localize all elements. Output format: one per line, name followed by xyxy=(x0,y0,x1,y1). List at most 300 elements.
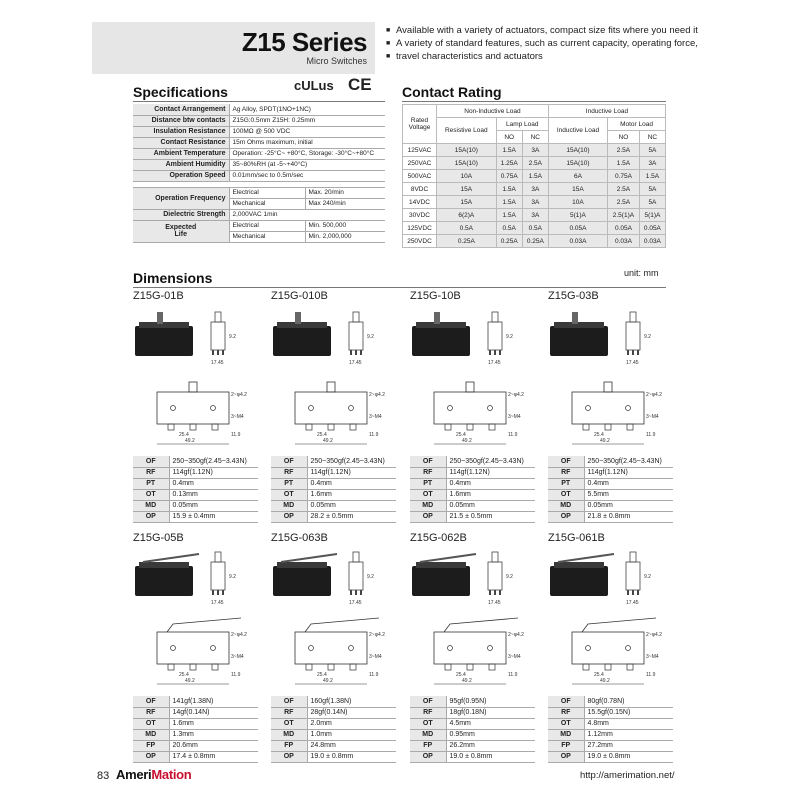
mount-hole xyxy=(488,646,493,651)
dim-label-25: 25.4 xyxy=(594,432,604,438)
param-key: RF xyxy=(548,707,584,718)
spec-sub-label: Electrical xyxy=(229,220,305,231)
param-row xyxy=(271,740,396,751)
param-row xyxy=(133,511,258,522)
param-row xyxy=(548,456,673,467)
contact-rating-rule xyxy=(402,101,666,102)
param-value: 0.4mm xyxy=(307,478,396,489)
param-value: 141gf(1.38N) xyxy=(169,696,258,707)
dim-label-m4: 3~M4 xyxy=(646,414,659,420)
rating-value: 0.05A xyxy=(608,222,640,235)
rating-row xyxy=(403,196,666,209)
side-view xyxy=(626,322,640,350)
dim-label-25: 25.4 xyxy=(456,432,466,438)
lever-arm xyxy=(558,554,614,562)
param-row xyxy=(548,489,673,500)
dim-label-9: 9.2 xyxy=(367,334,374,340)
front-terminal xyxy=(583,664,589,670)
dim-label-25: 25.4 xyxy=(179,672,189,678)
specifications-rule xyxy=(133,101,385,102)
terminal xyxy=(222,590,224,595)
param-row xyxy=(548,467,673,478)
operating-characteristics-table xyxy=(410,456,535,523)
switch-drawing xyxy=(133,304,261,452)
dim-label-17: 17.45 xyxy=(626,600,639,606)
dim-label-17: 17.45 xyxy=(211,600,224,606)
rating-value: 2.5A xyxy=(608,144,640,157)
spec-sub-label: Electrical xyxy=(229,187,305,198)
dim-label-hole: 2~φ4.2 xyxy=(369,392,385,398)
model-name: Z15G-03B xyxy=(548,290,599,302)
param-key: OT xyxy=(410,489,446,500)
mount-hole xyxy=(211,646,216,651)
param-row xyxy=(271,500,396,511)
front-terminal xyxy=(467,424,473,430)
model-name: Z15G-10B xyxy=(410,290,461,302)
dimensions-rule xyxy=(133,287,666,288)
spec-sub-label: Mechanical xyxy=(229,198,305,209)
rating-value: 15A xyxy=(437,196,497,209)
dim-label-17: 17.45 xyxy=(211,360,224,366)
terminal xyxy=(632,590,634,595)
param-key: RF xyxy=(271,707,307,718)
param-key: MD xyxy=(548,500,584,511)
front-view xyxy=(434,632,506,664)
spec-value: Max 240/min xyxy=(305,198,385,209)
dim-label-17: 17.45 xyxy=(488,600,501,606)
th-lamp-nc: NC xyxy=(522,131,548,144)
param-value: 0.4mm xyxy=(446,478,535,489)
dim-label-11: 11.9 xyxy=(646,432,656,438)
dim-label-49: 49.2 xyxy=(600,438,610,444)
bullet-2: ■ A variety of standard features, such as current capacity, operating force, xyxy=(386,37,706,50)
spec-row xyxy=(133,159,385,170)
param-value: 250~350gf(2.45~3.43N) xyxy=(446,456,535,467)
param-row xyxy=(548,718,673,729)
mount-hole xyxy=(211,406,216,411)
param-key: OP xyxy=(410,511,446,522)
terminal xyxy=(355,350,357,355)
spec-row xyxy=(133,126,385,137)
terminal xyxy=(489,350,491,355)
spec-row xyxy=(133,115,385,126)
dim-label-49: 49.2 xyxy=(323,438,333,444)
param-row xyxy=(548,707,673,718)
spec-label xyxy=(133,220,229,242)
front-terminal xyxy=(168,424,174,430)
rating-value: 15A(10) xyxy=(548,144,607,157)
side-view xyxy=(488,562,502,590)
th-inductive: Inductive Load xyxy=(548,105,665,118)
spec-row xyxy=(133,148,385,159)
rating-value: 1.25A xyxy=(496,157,522,170)
param-row xyxy=(548,751,673,762)
param-key: OP xyxy=(133,511,169,522)
dim-label-m4: 3~M4 xyxy=(231,654,244,660)
th-motor: Motor Load xyxy=(608,118,666,131)
front-view xyxy=(572,632,644,664)
front-view xyxy=(295,632,367,664)
param-key: OT xyxy=(410,718,446,729)
dim-label-49: 49.2 xyxy=(462,438,472,444)
side-view xyxy=(349,322,363,350)
rating-value: 0.5A xyxy=(437,222,497,235)
param-value: 1.3mm xyxy=(169,729,258,740)
param-value: 20.6mm xyxy=(169,740,258,751)
dim-label-25: 25.4 xyxy=(317,672,327,678)
operating-characteristics-table xyxy=(271,696,396,763)
rating-value: 0.5A xyxy=(496,222,522,235)
param-value: 250~350gf(2.45~3.43N) xyxy=(584,456,673,467)
rating-value: 2.5A xyxy=(608,183,640,196)
front-lever xyxy=(305,618,379,632)
terminal xyxy=(212,590,214,595)
contact-rating-heading: Contact Rating xyxy=(402,84,502,100)
param-key: RF xyxy=(410,467,446,478)
param-row xyxy=(410,500,535,511)
front-view xyxy=(157,392,229,424)
rating-voltage: 125VDC xyxy=(403,222,437,235)
switch-top xyxy=(416,562,466,568)
rating-row xyxy=(403,144,666,157)
front-plunger xyxy=(189,382,197,392)
mount-hole xyxy=(448,646,453,651)
param-value: 1.12mm xyxy=(584,729,673,740)
param-row xyxy=(133,740,258,751)
dim-label-11: 11.9 xyxy=(646,672,656,678)
param-key: OT xyxy=(548,489,584,500)
th-motor-nc: NC xyxy=(639,131,665,144)
param-value: 14gf(0.14N) xyxy=(169,707,258,718)
dim-label-m4: 3~M4 xyxy=(369,654,382,660)
dim-label-49: 49.2 xyxy=(185,438,195,444)
terminal xyxy=(632,350,634,355)
spec-row xyxy=(133,104,385,115)
rating-value: 5(1)A xyxy=(548,209,607,222)
dim-label-m4: 3~M4 xyxy=(231,414,244,420)
param-key: OF xyxy=(271,696,307,707)
spec-row xyxy=(133,187,385,198)
rating-value: 0.05A xyxy=(639,222,665,235)
front-plunger xyxy=(604,382,612,392)
param-key: MD xyxy=(271,729,307,740)
param-key: FP xyxy=(133,740,169,751)
model-name: Z15G-061B xyxy=(548,532,605,544)
param-value: 0.05mm xyxy=(584,500,673,511)
param-row xyxy=(410,751,535,762)
param-value: 24.8mm xyxy=(307,740,396,751)
front-lever xyxy=(167,618,241,632)
param-value: 21.8 ± 0.8mm xyxy=(584,511,673,522)
side-view xyxy=(626,562,640,590)
param-key: OP xyxy=(410,751,446,762)
param-key: PT xyxy=(133,478,169,489)
spec-value: Max. 20/min xyxy=(305,187,385,198)
side-plunger xyxy=(492,552,498,562)
rating-value: 3A xyxy=(639,157,665,170)
param-key: RF xyxy=(271,467,307,478)
param-row xyxy=(548,500,673,511)
rating-value: 0.03A xyxy=(639,235,665,248)
param-row xyxy=(271,478,396,489)
operating-characteristics-table xyxy=(271,456,396,523)
front-terminal xyxy=(328,664,334,670)
rating-value: 1.5A xyxy=(608,157,640,170)
feature-bullets xyxy=(386,24,706,63)
param-value: 18gf(0.18N) xyxy=(446,707,535,718)
dim-label-9: 9.2 xyxy=(506,334,513,340)
param-key: OF xyxy=(271,456,307,467)
dim-label-hole: 2~φ4.2 xyxy=(231,392,247,398)
rating-value: 5(1)A xyxy=(639,209,665,222)
param-value: 15.9 ± 0.4mm xyxy=(169,511,258,522)
dim-label-11: 11.9 xyxy=(508,672,518,678)
dim-label-25: 25.4 xyxy=(456,672,466,678)
terminal xyxy=(355,590,357,595)
switch-drawing xyxy=(548,304,676,452)
bullet-3: ■ travel characteristics and actuators xyxy=(386,50,706,63)
front-terminal xyxy=(328,424,334,430)
switch-body-photo xyxy=(550,326,608,356)
param-row xyxy=(410,718,535,729)
rating-value: 1.5A xyxy=(639,170,665,183)
param-key: OP xyxy=(133,751,169,762)
param-value: 80gf(0.78N) xyxy=(584,696,673,707)
dim-label-hole: 2~φ4.2 xyxy=(369,632,385,638)
front-terminal xyxy=(605,664,611,670)
mount-hole xyxy=(626,406,631,411)
operating-characteristics-table xyxy=(133,696,258,763)
rating-value: 5A xyxy=(639,183,665,196)
param-row xyxy=(271,696,396,707)
terminal xyxy=(360,590,362,595)
rating-value: 6A xyxy=(548,170,607,183)
brand-logo xyxy=(116,767,191,782)
terminal xyxy=(637,590,639,595)
param-row xyxy=(133,707,258,718)
dim-label-11: 11.9 xyxy=(231,432,241,438)
param-key: OP xyxy=(548,511,584,522)
front-terminal xyxy=(489,424,495,430)
operating-characteristics-table xyxy=(133,456,258,523)
unit-label: unit: mm xyxy=(624,268,659,278)
param-value: 0.4mm xyxy=(584,478,673,489)
life-label-2: Life xyxy=(174,231,187,238)
param-key: MD xyxy=(271,500,307,511)
param-key: MD xyxy=(410,729,446,740)
rating-voltage: 30VDC xyxy=(403,209,437,222)
rating-value: 0.03A xyxy=(548,235,607,248)
param-value: 0.4mm xyxy=(169,478,258,489)
mount-hole xyxy=(309,646,314,651)
switch-top xyxy=(554,322,604,328)
param-value: 4.5mm xyxy=(446,718,535,729)
param-value: 19.0 ± 0.8mm xyxy=(584,751,673,762)
terminal xyxy=(217,350,219,355)
side-plunger xyxy=(353,312,359,322)
switch-body-photo xyxy=(135,566,193,596)
param-value: 114gf(1.12N) xyxy=(584,467,673,478)
spec-label: Operation Frequency xyxy=(133,187,229,209)
spec-label: Contact Resistance xyxy=(133,137,229,148)
param-value: 114gf(1.12N) xyxy=(446,467,535,478)
front-terminal xyxy=(190,424,196,430)
param-value: 26.2mm xyxy=(446,740,535,751)
param-value: 5.5mm xyxy=(584,489,673,500)
mount-hole xyxy=(586,406,591,411)
front-terminal xyxy=(306,424,312,430)
spec-label: Dielectric Strength xyxy=(133,209,229,220)
rating-value: 5A xyxy=(639,144,665,157)
terminal xyxy=(499,350,501,355)
param-key: OP xyxy=(548,751,584,762)
dim-label-m4: 3~M4 xyxy=(646,654,659,660)
side-view xyxy=(488,322,502,350)
param-key: MD xyxy=(548,729,584,740)
param-key: FP xyxy=(271,740,307,751)
switch-drawing xyxy=(271,304,399,452)
param-key: OP xyxy=(271,751,307,762)
model-name: Z15G-01B xyxy=(133,290,184,302)
side-view xyxy=(211,562,225,590)
front-terminal xyxy=(350,664,356,670)
param-value: 95gf(0.95N) xyxy=(446,696,535,707)
dim-label-17: 17.45 xyxy=(626,360,639,366)
param-row xyxy=(271,511,396,522)
param-key: FP xyxy=(548,740,584,751)
rating-value: 3A xyxy=(522,183,548,196)
param-value: 0.05mm xyxy=(307,500,396,511)
terminal xyxy=(627,590,629,595)
front-terminal xyxy=(350,424,356,430)
brand-part-1: Ameri xyxy=(116,767,152,782)
dim-label-hole: 2~φ4.2 xyxy=(646,632,662,638)
mount-hole xyxy=(349,406,354,411)
rating-value: 1.5A xyxy=(496,183,522,196)
param-key: OT xyxy=(271,489,307,500)
model-name: Z15G-010B xyxy=(271,290,328,302)
dim-label-11: 11.9 xyxy=(508,432,518,438)
spec-sub-label: Mechanical xyxy=(229,231,305,242)
param-row xyxy=(548,478,673,489)
front-terminal xyxy=(190,664,196,670)
param-value: 1.6mm xyxy=(169,718,258,729)
param-row xyxy=(548,696,673,707)
switch-body-photo xyxy=(412,566,470,596)
terminal xyxy=(494,350,496,355)
terminal xyxy=(350,590,352,595)
param-row xyxy=(271,718,396,729)
rating-voltage: 500VAC xyxy=(403,170,437,183)
param-key: MD xyxy=(410,500,446,511)
plunger xyxy=(157,312,163,324)
switch-body-photo xyxy=(273,326,331,356)
life-label-1: Expected xyxy=(165,224,197,231)
param-value: 0.13mm xyxy=(169,489,258,500)
rating-row xyxy=(403,235,666,248)
param-row xyxy=(410,456,535,467)
mount-hole xyxy=(171,646,176,651)
rating-value: 10A xyxy=(437,170,497,183)
param-value: 114gf(1.12N) xyxy=(169,467,258,478)
param-value: 17.4 ± 0.8mm xyxy=(169,751,258,762)
mount-hole xyxy=(626,646,631,651)
param-row xyxy=(133,500,258,511)
rating-row xyxy=(403,183,666,196)
spec-label: Distance btw contacts xyxy=(133,115,229,126)
operating-characteristics-table xyxy=(548,456,673,523)
rating-row xyxy=(403,170,666,183)
ul-mark: cULus xyxy=(294,78,334,93)
th-non-inductive: Non-Inductive Load xyxy=(437,105,549,118)
spec-label: Ambient Temperature xyxy=(133,148,229,159)
param-row xyxy=(133,478,258,489)
switch-top xyxy=(416,322,466,328)
terminal xyxy=(212,350,214,355)
plunger xyxy=(572,312,578,324)
model-name: Z15G-062B xyxy=(410,532,467,544)
spec-value: Min. 500,000 xyxy=(305,220,385,231)
dim-label-25: 25.4 xyxy=(179,432,189,438)
mount-hole xyxy=(309,406,314,411)
dim-label-49: 49.2 xyxy=(462,678,472,684)
terminal xyxy=(489,590,491,595)
spec-value: Min. 2,000,000 xyxy=(305,231,385,242)
model-name: Z15G-063B xyxy=(271,532,328,544)
spec-row xyxy=(133,220,385,231)
dim-label-9: 9.2 xyxy=(644,334,651,340)
param-value: 0.95mm xyxy=(446,729,535,740)
dim-label-9: 9.2 xyxy=(229,334,236,340)
rating-value: 0.05A xyxy=(548,222,607,235)
dim-label-9: 9.2 xyxy=(644,574,651,580)
certification-marks xyxy=(294,76,374,96)
dim-label-m4: 3~M4 xyxy=(508,654,521,660)
dim-label-9: 9.2 xyxy=(367,574,374,580)
side-plunger xyxy=(215,312,221,322)
side-view xyxy=(211,322,225,350)
param-row xyxy=(548,729,673,740)
th-lamp: Lamp Load xyxy=(496,118,548,131)
front-terminal xyxy=(489,664,495,670)
spec-value: Z15G:0.5mm Z15H: 0.25mm xyxy=(229,115,385,126)
lever-arm xyxy=(143,554,199,562)
param-value: 28gf(0.14N) xyxy=(307,707,396,718)
rating-value: 3A xyxy=(522,144,548,157)
title-box xyxy=(92,22,375,74)
param-row xyxy=(133,467,258,478)
param-row xyxy=(548,511,673,522)
mount-hole xyxy=(488,406,493,411)
terminal xyxy=(637,350,639,355)
param-key: RF xyxy=(133,467,169,478)
spec-label: Ambient Humidity xyxy=(133,159,229,170)
param-key: OT xyxy=(133,489,169,500)
rating-value: 0.03A xyxy=(608,235,640,248)
rating-value: 2.5(1)A xyxy=(608,209,640,222)
side-plunger xyxy=(630,552,636,562)
param-row xyxy=(271,489,396,500)
spec-row xyxy=(133,137,385,148)
mount-hole xyxy=(171,406,176,411)
dim-label-hole: 2~φ4.2 xyxy=(231,632,247,638)
footer-url[interactable]: http://amerimation.net/ xyxy=(580,770,675,781)
terminal xyxy=(222,350,224,355)
front-terminal xyxy=(168,664,174,670)
rating-value: 15A xyxy=(548,183,607,196)
rating-value: 2.5A xyxy=(522,157,548,170)
dim-label-m4: 3~M4 xyxy=(369,414,382,420)
